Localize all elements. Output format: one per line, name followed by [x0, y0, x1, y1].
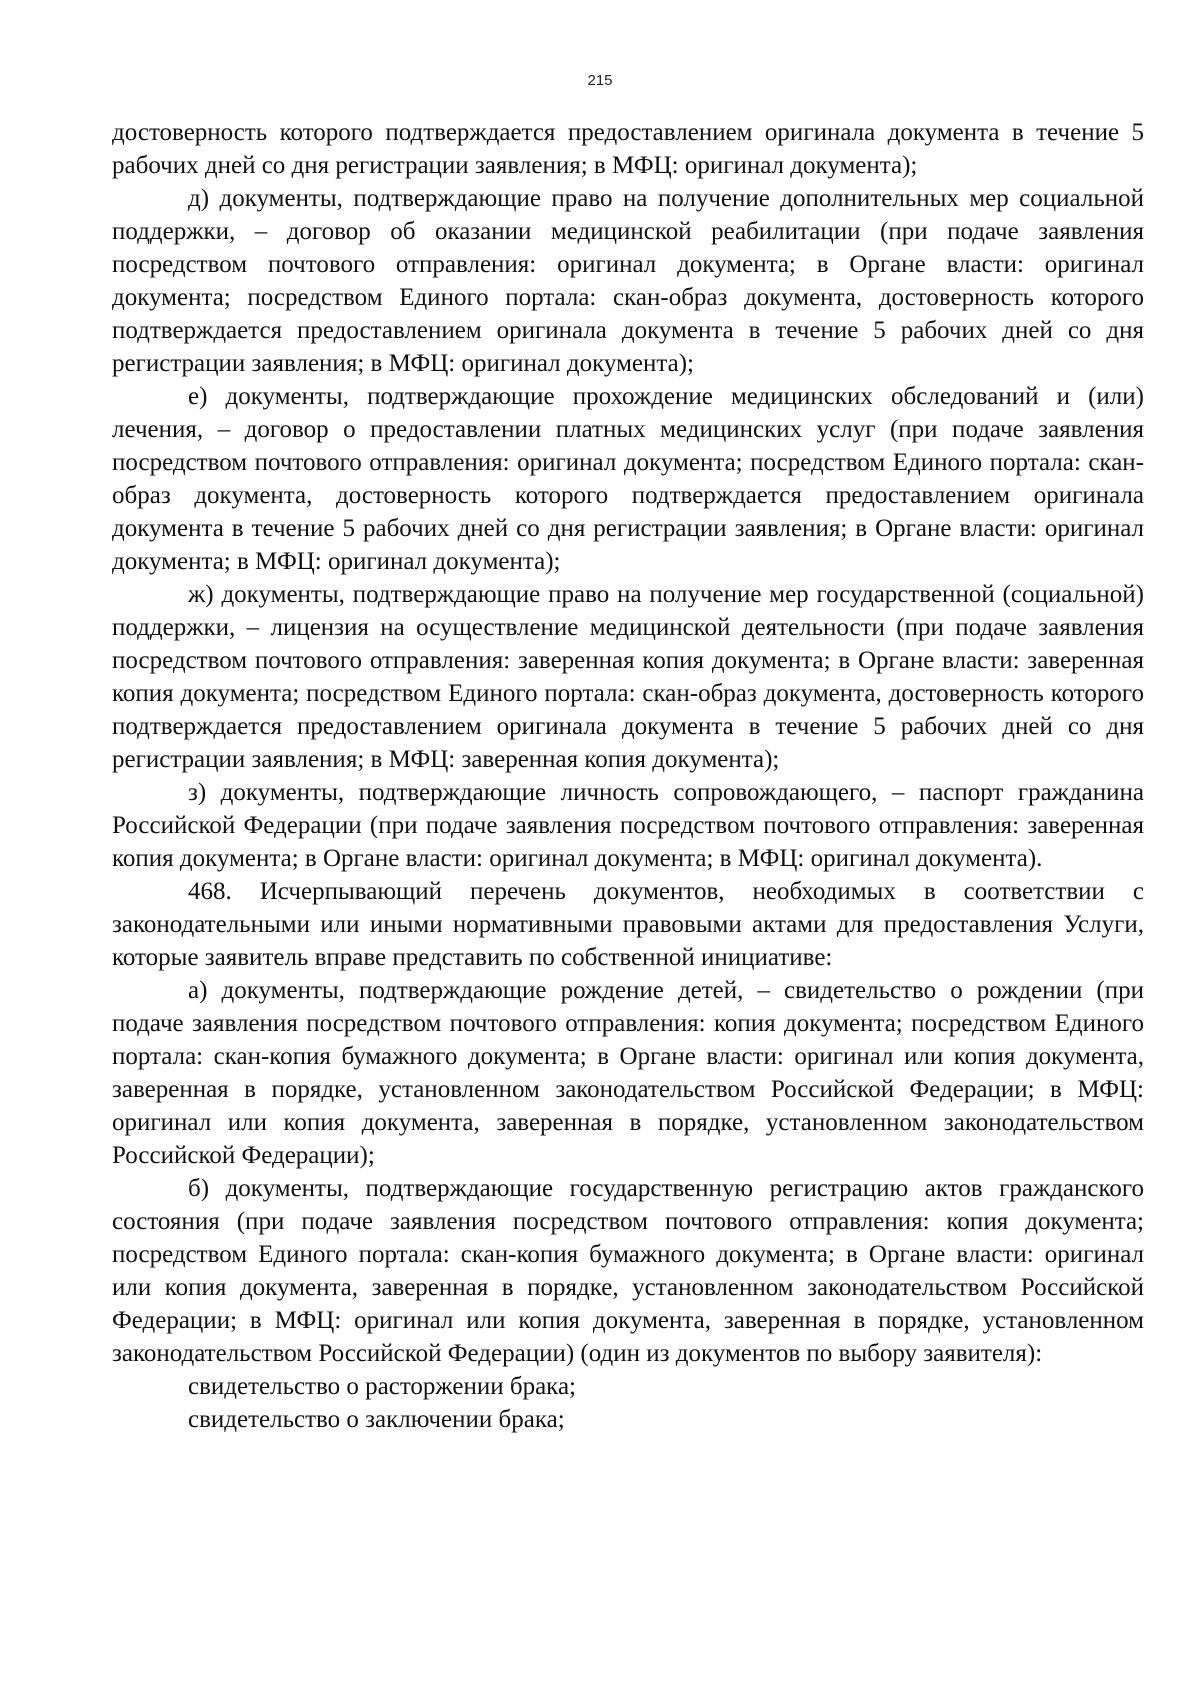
- paragraph-item-zh: ж) документы, подтверждающие право на получение мер государственной (социальной) поддержки, – лицензия на осуществление медицинской деятельности (при подаче заявления посредством почтового отправления: заверенная копия документа; в Органе власти: заверенная копия документа; посредством Единого портала: скан-образ документа, достоверность которого подтверждается предоставлением оригинала документа в течение 5 рабочих дней со дня регистрации заявления; в МФЦ: заверенная копия документа);: [112, 581, 1144, 773]
- paragraph-item-a: а) документы, подтверждающие рождение детей, – свидетельство о рождении (при подаче заявления посредством почтового отправления: копия документа; посредством Единого портала: скан-копия бумажного документа; в Органе власти: оригинал или копия документа, заверенная в порядке, установленном законодательством Российской Федерации; в МФЦ: оригинал или копия документа, заверенная в порядке, установленном законодательством Российской Федерации);: [112, 977, 1144, 1169]
- paragraph-continuation: достоверность которого подтверждается предоставлением оригинала документа в течение 5 рабочих дней со дня регистрации заявления; в МФЦ: оригинал документа);: [112, 119, 1144, 179]
- paragraph-item-z: з) документы, подтверждающие личность сопровождающего, – паспорт гражданина Российской Федерации (при подаче заявления посредством почтового отправления: заверенная копия документа; в Органе власти: оригинал документа; в МФЦ: оригинал документа).: [112, 779, 1144, 872]
- page-number: 215: [587, 72, 613, 89]
- paragraph-item-d: д) документы, подтверждающие право на получение дополнительных мер социальной поддержки, – договор об оказании медицинской реабилитации (при подаче заявления посредством почтового отправления: оригинал документа; в Органе власти: оригинал документа; посредством Единого портала: скан-образ документа, достоверность которого подтверждается предоставлением оригинала документа в течение 5 рабочих дней со дня регистрации заявления; в МФЦ: оригинал документа);: [112, 185, 1144, 377]
- paragraph-item-b: б) документы, подтверждающие государственную регистрацию актов гражданского состояния (при подаче заявления посредством почтового отправления: копия документа; посредством Единого портала: скан-копия бумажного документа; в Органе власти: оригинал или копия документа, заверенная в порядке, установленном законодательством Российской Федерации; в МФЦ: оригинал или копия документа, заверенная в порядке, установленном законодательством Российской Федерации) (один из документов по выбору заявителя):: [112, 1175, 1144, 1367]
- document-body: [112, 116, 1144, 1436]
- list-item-marriage-certificate: свидетельство о заключении брака;: [188, 1406, 565, 1433]
- list-item-divorce-certificate: свидетельство о расторжении брака;: [188, 1373, 576, 1400]
- paragraph-clause-468: 468. Исчерпывающий перечень документов, необходимых в соответствии с законодательными или иными нормативными правовыми актами для предоставления Услуги, которые заявитель вправе представить по собственной инициативе:: [112, 878, 1144, 971]
- paragraph-item-e: е) документы, подтверждающие прохождение медицинских обследований и (или) лечения, – договор о предоставлении платных медицинских услуг (при подаче заявления посредством почтового отправления: оригинал документа; посредством Единого портала: скан-образ документа, достоверность которого подтверждается предоставлением оригинала документа в течение 5 рабочих дней со дня регистрации заявления; в Органе власти: оригинал документа; в МФЦ: оригинал документа);: [112, 383, 1144, 575]
